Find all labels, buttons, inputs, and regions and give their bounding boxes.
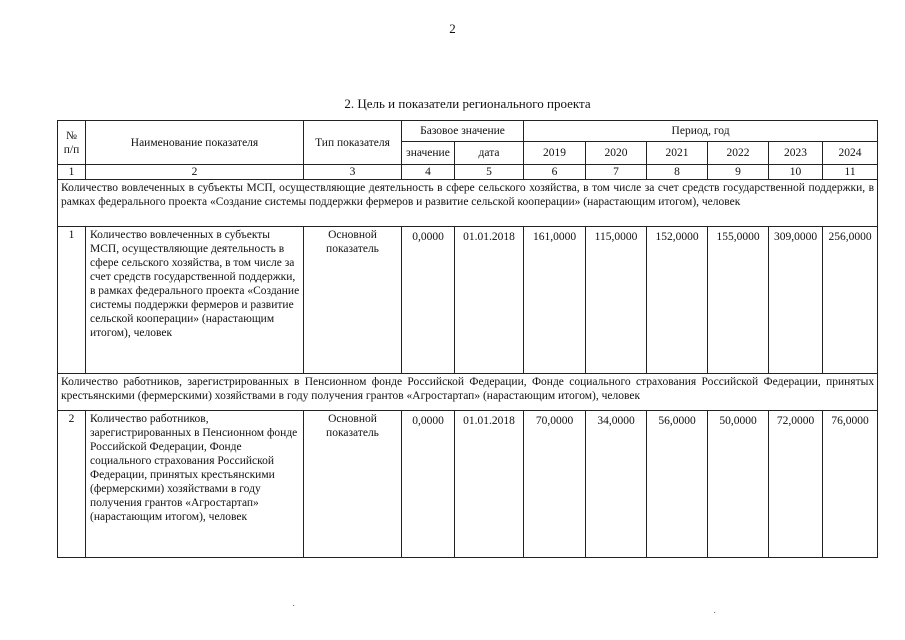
header-year: 2023 (769, 142, 823, 165)
row-value: 161,0000 (524, 227, 586, 374)
row-base-date: 01.01.2018 (455, 411, 524, 558)
group-row (58, 374, 878, 411)
row-value: 152,0000 (647, 227, 708, 374)
page-number: 2 (449, 21, 456, 36)
row-value: 256,0000 (823, 227, 878, 374)
row-value: 309,0000 (769, 227, 823, 374)
row-value: 155,0000 (708, 227, 769, 374)
column-number: 9 (708, 165, 769, 180)
row-base-value: 0,0000 (402, 411, 455, 558)
row-value: 115,0000 (586, 227, 647, 374)
header-year: 2024 (823, 142, 878, 165)
row-base-date: 01.01.2018 (455, 227, 524, 374)
header-name: Наименование показателя (86, 121, 304, 165)
scan-speck: ˙ (292, 604, 296, 615)
row-type: Основной показатель (304, 411, 402, 558)
column-number: 8 (647, 165, 708, 180)
header-row-1 (58, 121, 878, 142)
header-year: 2022 (708, 142, 769, 165)
row-value: 76,0000 (823, 411, 878, 558)
header-base: Базовое значение (402, 121, 524, 142)
header-period: Период, год (524, 121, 878, 142)
indicators-table (57, 120, 878, 558)
row-base-value: 0,0000 (402, 227, 455, 374)
column-number: 5 (455, 165, 524, 180)
row-num: 1 (58, 227, 86, 374)
header-base-date: дата (455, 142, 524, 165)
header-year: 2021 (647, 142, 708, 165)
row-name: Количество работников, зарегистрированных в Пенсионном фонде Российской Федерации, Фонде социального страхования Российской Федерации, принятых крестьянскими (фермерскими) хозяйствами в году получения грантов «Агростартап» (нарастающим итогом), человек (86, 411, 304, 558)
column-number: 7 (586, 165, 647, 180)
group-title: Количество вовлеченных в субъекты МСП, осуществляющие деятельность в сфере сельского хозяйства, в том числе за счет средств государственной поддержки, в рамках федерального проекта «Создание системы поддержки фермеров и развитие сельской кооперации» (нарастающим итогом), человек (58, 180, 878, 227)
section-title: 2. Цель и показатели регионального проекта (344, 96, 591, 111)
column-number: 4 (402, 165, 455, 180)
header-base-value: значение (402, 142, 455, 165)
row-value: 72,0000 (769, 411, 823, 558)
header-num: № п/п (58, 121, 86, 165)
column-number: 1 (58, 165, 86, 180)
column-number: 10 (769, 165, 823, 180)
row-name: Количество вовлеченных в субъекты МСП, осуществляющие деятельность в сфере сельского хозяйства, в том числе за счет средств государственной поддержки, в рамках федерального проекта «Создание системы поддержки фермеров и развитие сельской кооперации» (нарастающим итогом), человек (86, 227, 304, 374)
table-row (58, 411, 878, 558)
scan-speck: ˙ (713, 611, 717, 622)
row-value: 34,0000 (586, 411, 647, 558)
header-year: 2019 (524, 142, 586, 165)
column-number: 11 (823, 165, 878, 180)
column-number: 2 (86, 165, 304, 180)
row-value: 70,0000 (524, 411, 586, 558)
header-type: Тип показателя (304, 121, 402, 165)
column-number: 3 (304, 165, 402, 180)
column-number-row (58, 165, 878, 180)
row-type: Основной показатель (304, 227, 402, 374)
group-row (58, 180, 878, 227)
table-row (58, 227, 878, 374)
group-title: Количество работников, зарегистрированных в Пенсионном фонде Российской Федерации, Фонде социального страхования Российской Федерации, принятых крестьянскими (фермерскими) хозяйствами в году получения грантов «Агростартап» (нарастающим итогом), человек (58, 374, 878, 411)
column-number: 6 (524, 165, 586, 180)
row-value: 50,0000 (708, 411, 769, 558)
row-num: 2 (58, 411, 86, 558)
row-value: 56,0000 (647, 411, 708, 558)
header-year: 2020 (586, 142, 647, 165)
